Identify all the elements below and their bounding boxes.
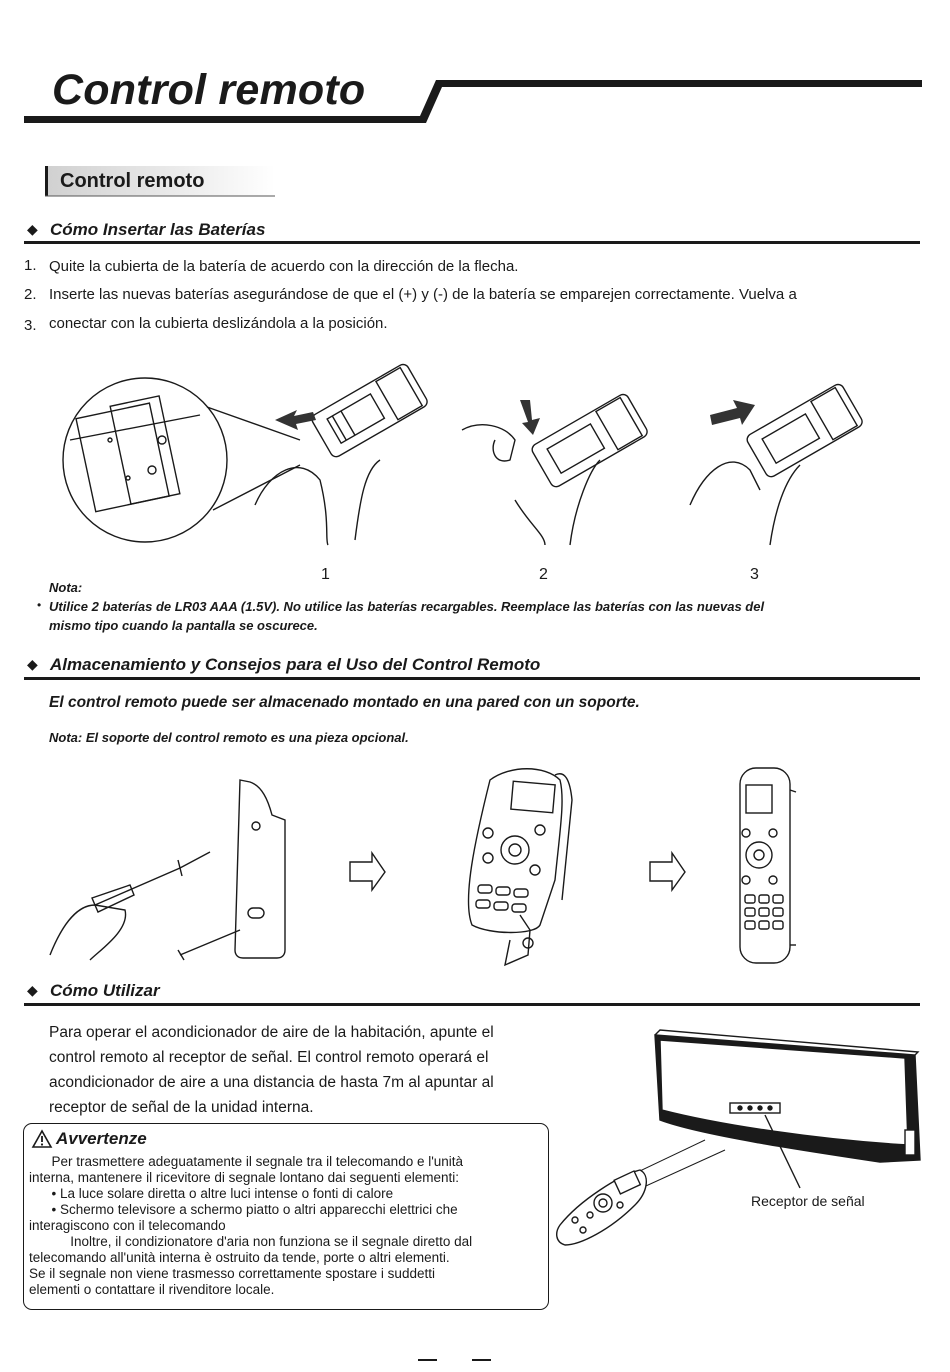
note-label: Nota: — [49, 580, 83, 595]
warning-line: • La luce solare diretta o altre luci intense o fonti di calore — [29, 1186, 394, 1201]
note-text: Utilice 2 baterías de LR03 AAA (1.5V). No utilice las baterías recargables. Reemplace las baterías con las nuevas del — [49, 599, 765, 614]
receptor-label: Receptor de señal — [751, 1193, 865, 1209]
step-text: conectar con la cubierta deslizándola a la posición. — [49, 315, 388, 332]
storage-heading: Almacenamiento y Consejos para el Uso del Control Remoto — [50, 655, 541, 674]
step-number: 2. — [24, 286, 37, 303]
step-number: 1. — [24, 257, 37, 274]
figure-label: 1 — [321, 566, 330, 583]
warning-line: Inoltre, il condizionatore d'aria non funziona se il segnale diretto dal — [29, 1234, 473, 1249]
warning-line: interagiscono con il telecomando — [29, 1218, 226, 1233]
usage-line: receptor de señal de la unidad interna. — [49, 1099, 314, 1116]
note-text: mismo tipo cuando la pantalla se oscurece. — [49, 618, 318, 633]
warning-line: Per trasmettere adeguatamente il segnale tra il telecomando e l'unità — [29, 1154, 464, 1169]
diamond-bullet-icon: ◆ — [27, 982, 38, 998]
figure-label: 3 — [750, 566, 759, 583]
warning-line: elementi o contattare il rivenditore locale. — [29, 1282, 275, 1297]
warning-line: Se il segnale non viene trasmesso correttamente spostare i suddetti — [29, 1266, 435, 1281]
step-number: 3. — [24, 317, 37, 334]
page-title: Control remoto — [52, 66, 366, 114]
step-text: Inserte las nuevas baterías asegurándose de que el (+) y (-) de la batería se emparejen correctamente. Vuelva a — [49, 286, 797, 303]
warning-line: interna, mantenere il ricevitore di segnale lontano dai seguenti elementi: — [29, 1170, 460, 1185]
note-bullet: • — [37, 598, 42, 612]
figure-label: 2 — [539, 566, 548, 583]
warning-line: • Schermo televisore a schermo piatto o altri apparecchi elettrici che — [29, 1202, 458, 1217]
usage-line: control remoto al receptor de señal. El control remoto operará el — [49, 1049, 489, 1066]
storage-text: El control remoto puede ser almacenado montado en una pared con un soporte. — [49, 694, 640, 711]
batteries-heading: Cómo Insertar las Baterías — [50, 220, 266, 239]
warning-line: telecomando all'unità interna è ostruito da tende, porte o altri elementi. — [29, 1250, 450, 1265]
warning-title: Avvertenze — [56, 1129, 147, 1148]
storage-note: Nota: El soporte del control remoto es una pieza opcional. — [49, 730, 409, 745]
diamond-bullet-icon: ◆ — [27, 221, 38, 237]
usage-line: acondicionador de aire a una distancia de hasta 7m al apuntar al — [49, 1074, 494, 1091]
step-text: Quite la cubierta de la batería de acuerdo con la dirección de la flecha. — [49, 258, 519, 275]
diamond-bullet-icon: ◆ — [27, 656, 38, 672]
usage-line: Para operar el acondicionador de aire de la habitación, apunte el — [49, 1024, 494, 1041]
section-title: Control remoto — [60, 170, 205, 192]
usage-heading: Cómo Utilizar — [50, 981, 160, 1000]
